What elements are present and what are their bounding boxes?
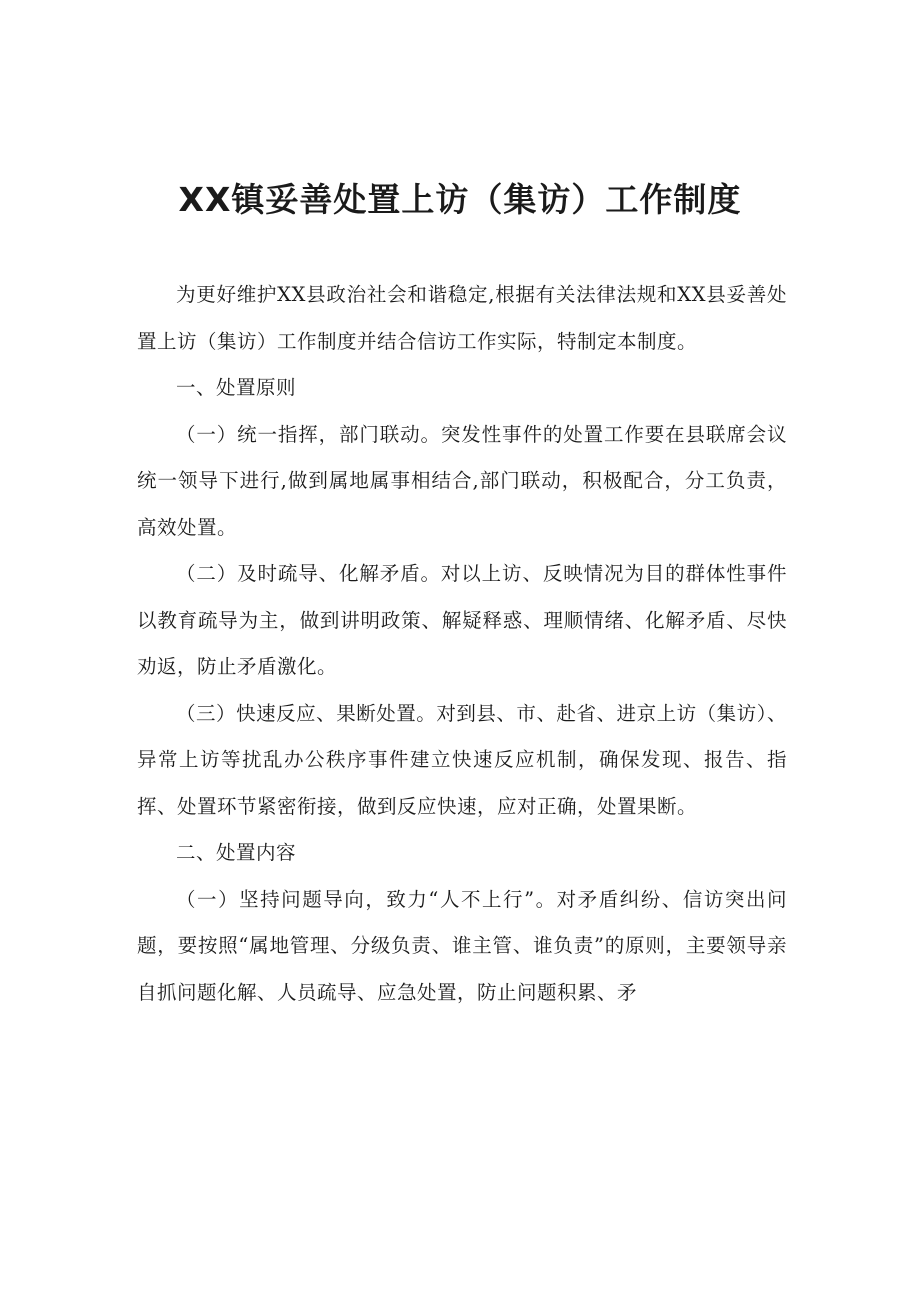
- document-body: [137, 272, 787, 1016]
- content-paragraph-1: （一）坚持问题导向，致力“人不上行”。对矛盾纠纷、信访突出问题，要按照“属地管理、分级负责、谁主管、谁负责”的原则，主要领导亲自抓问题化解、人员疏导、应急处置，防止问题积累、矛: [137, 887, 787, 1004]
- principle-paragraph-1: （一）统一指挥，部门联动。突发性事件的处置工作要在县联席会议统一领导下进行,做到属地属事相结合,部门联动，积极配合，分工负责，高效处置。: [137, 422, 787, 539]
- principle-paragraph-3: （三）快速反应、果断处置。对到县、市、赴省、进京上访（集访）、异常上访等扰乱办公秩序事件建立快速反应机制，确保发现、报告、指挥、处置环节紧密衔接，做到反应快速，应对正确，处置果断。: [137, 701, 787, 818]
- section-heading-principles: 一、处置原则: [176, 376, 297, 399]
- document-title: XX镇妥善处置上访（集访）工作制度: [178, 180, 742, 219]
- principle-paragraph-2: （二）及时疏导、化解矛盾。对以上访、反映情况为目的群体性事件以教育疏导为主，做到讲明政策、解疑释惑、理顺情绪、化解矛盾、尽快劝返，防止矛盾激化。: [137, 562, 787, 678]
- intro-paragraph: 为更好维护XX县政治社会和谐稳定,根据有关法律法规和XX县妥善处置上访（集访）工作制度并结合信访工作实际，特制定本制度。: [137, 283, 787, 353]
- section-heading-content: 二、处置内容: [176, 841, 297, 864]
